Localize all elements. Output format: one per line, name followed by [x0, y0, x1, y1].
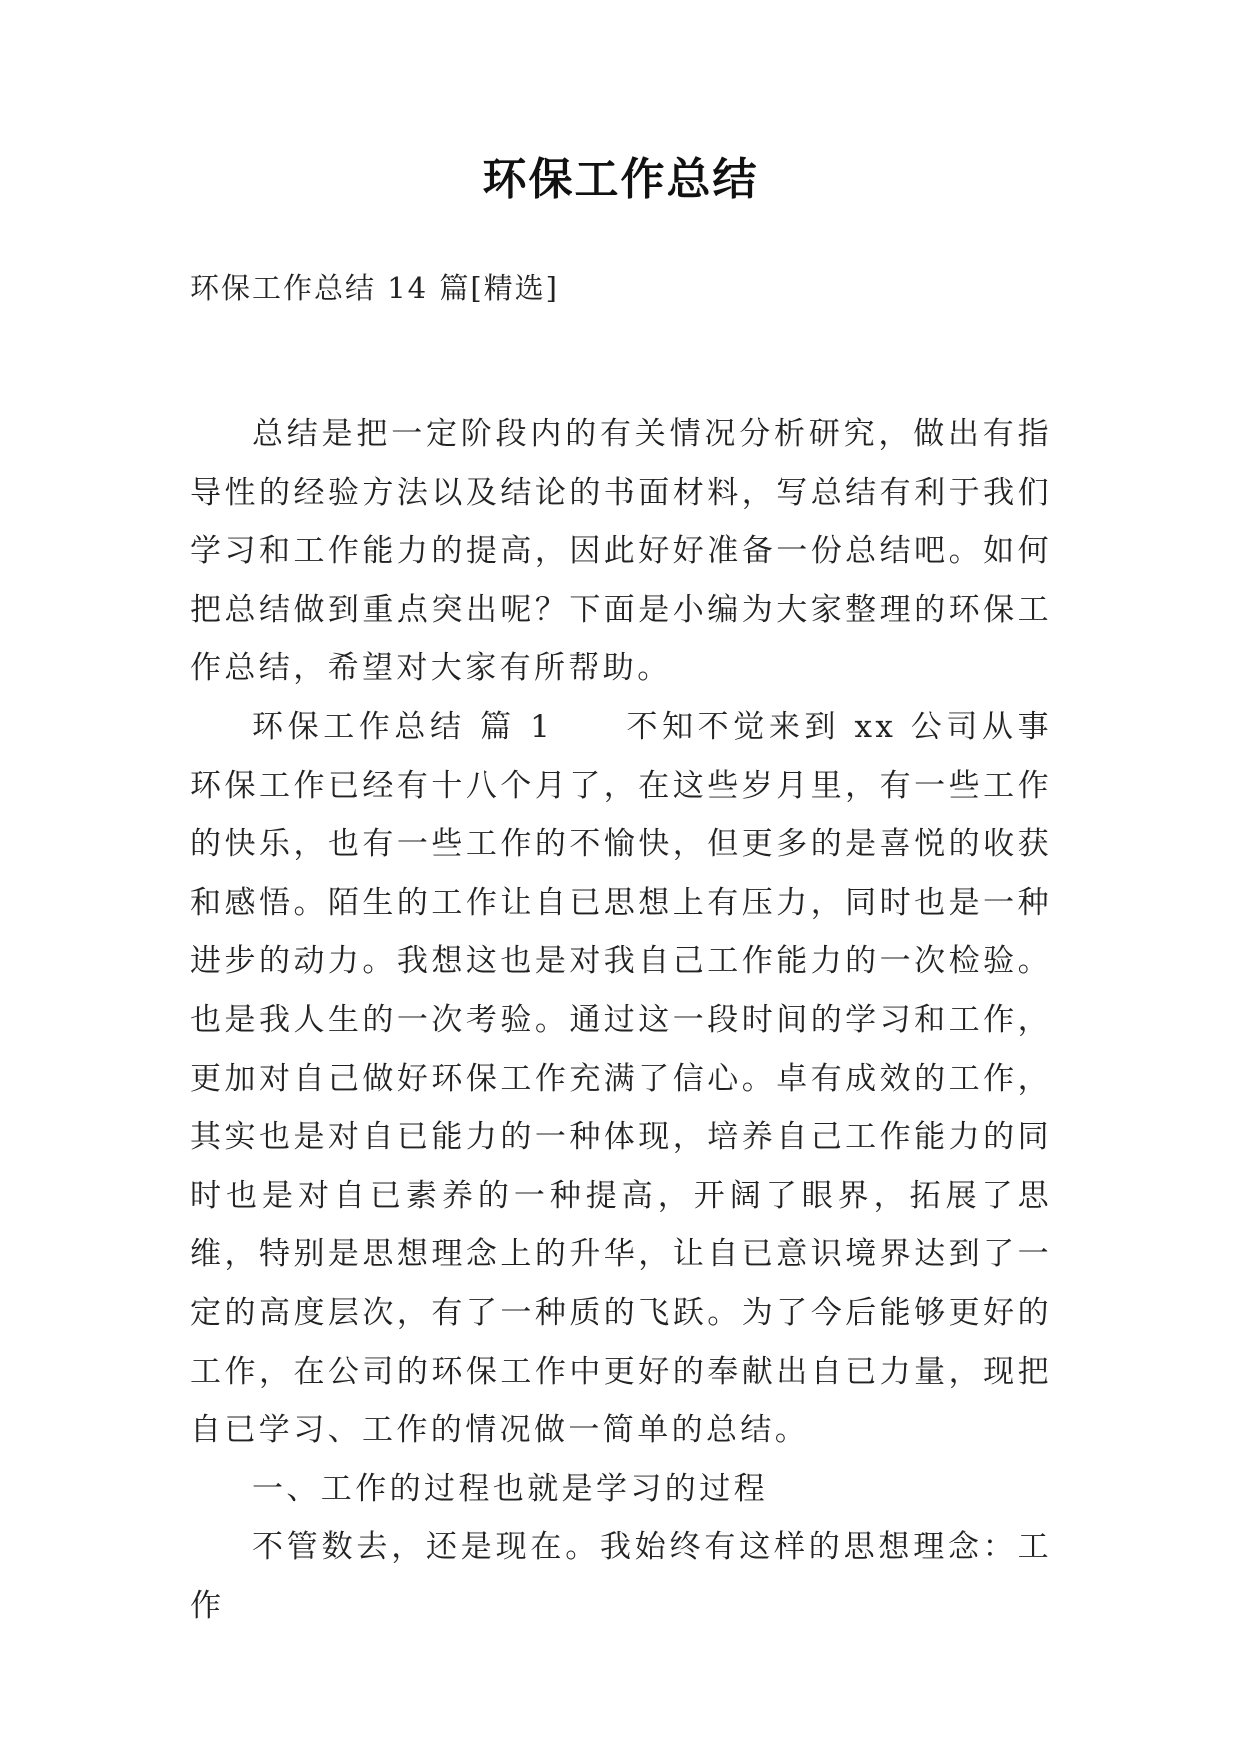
section-1-paragraph: [190, 698, 1052, 1460]
section-1-heading: 环保工作总结 篇 1: [252, 708, 554, 745]
document-body: [190, 405, 1052, 1635]
document-subtitle: 环保工作总结 14 篇[精选]: [190, 271, 559, 305]
point-1-paragraph: 不管数去，还是现在。我始终有这样的思想理念：工作: [190, 1529, 1052, 1624]
intro-paragraph: 总结是把一定阶段内的有关情况分析研究，做出有指导性的经验方法以及结论的书面材料，写总结有利于我们学习和工作能力的提高，因此好好准备一份总结吧。如何把总结做到重点突出呢？下面是小编为大家整理的环保工作总结，希望对大家有所帮助。: [190, 416, 1052, 687]
document-title: 环保工作总结: [482, 154, 759, 205]
section-1-text: 不知不觉来到 xx 公司从事环保工作已经有十八个月了，在这些岁月里，有一些工作的快乐，也有一些工作的不愉快，但更多的是喜悦的收获和感悟。陌生的工作让自已思想上有压力，同时也是一种进步的动力。我想这也是对我自己工作能力的一次检验。也是我人生的一次考验。通过这一段时间的学习和工作，更加对自己做好环保工作充满了信心。卓有成效的工作，其实也是对自已能力的一种体现，培养自己工作能力的同时也是对自已素养的一种提高，开阔了眼界，拓展了思维，特别是思想理念上的升华，让自已意识境界达到了一定的高度层次，有了一种质的飞跃。为了今后能够更好的工作，在公司的环保工作中更好的奉献出自已力量，现把自已学习、工作的情况做一简单的总结。: [190, 708, 1052, 1449]
point-1-heading: 一、工作的过程也就是学习的过程: [252, 1470, 768, 1507]
